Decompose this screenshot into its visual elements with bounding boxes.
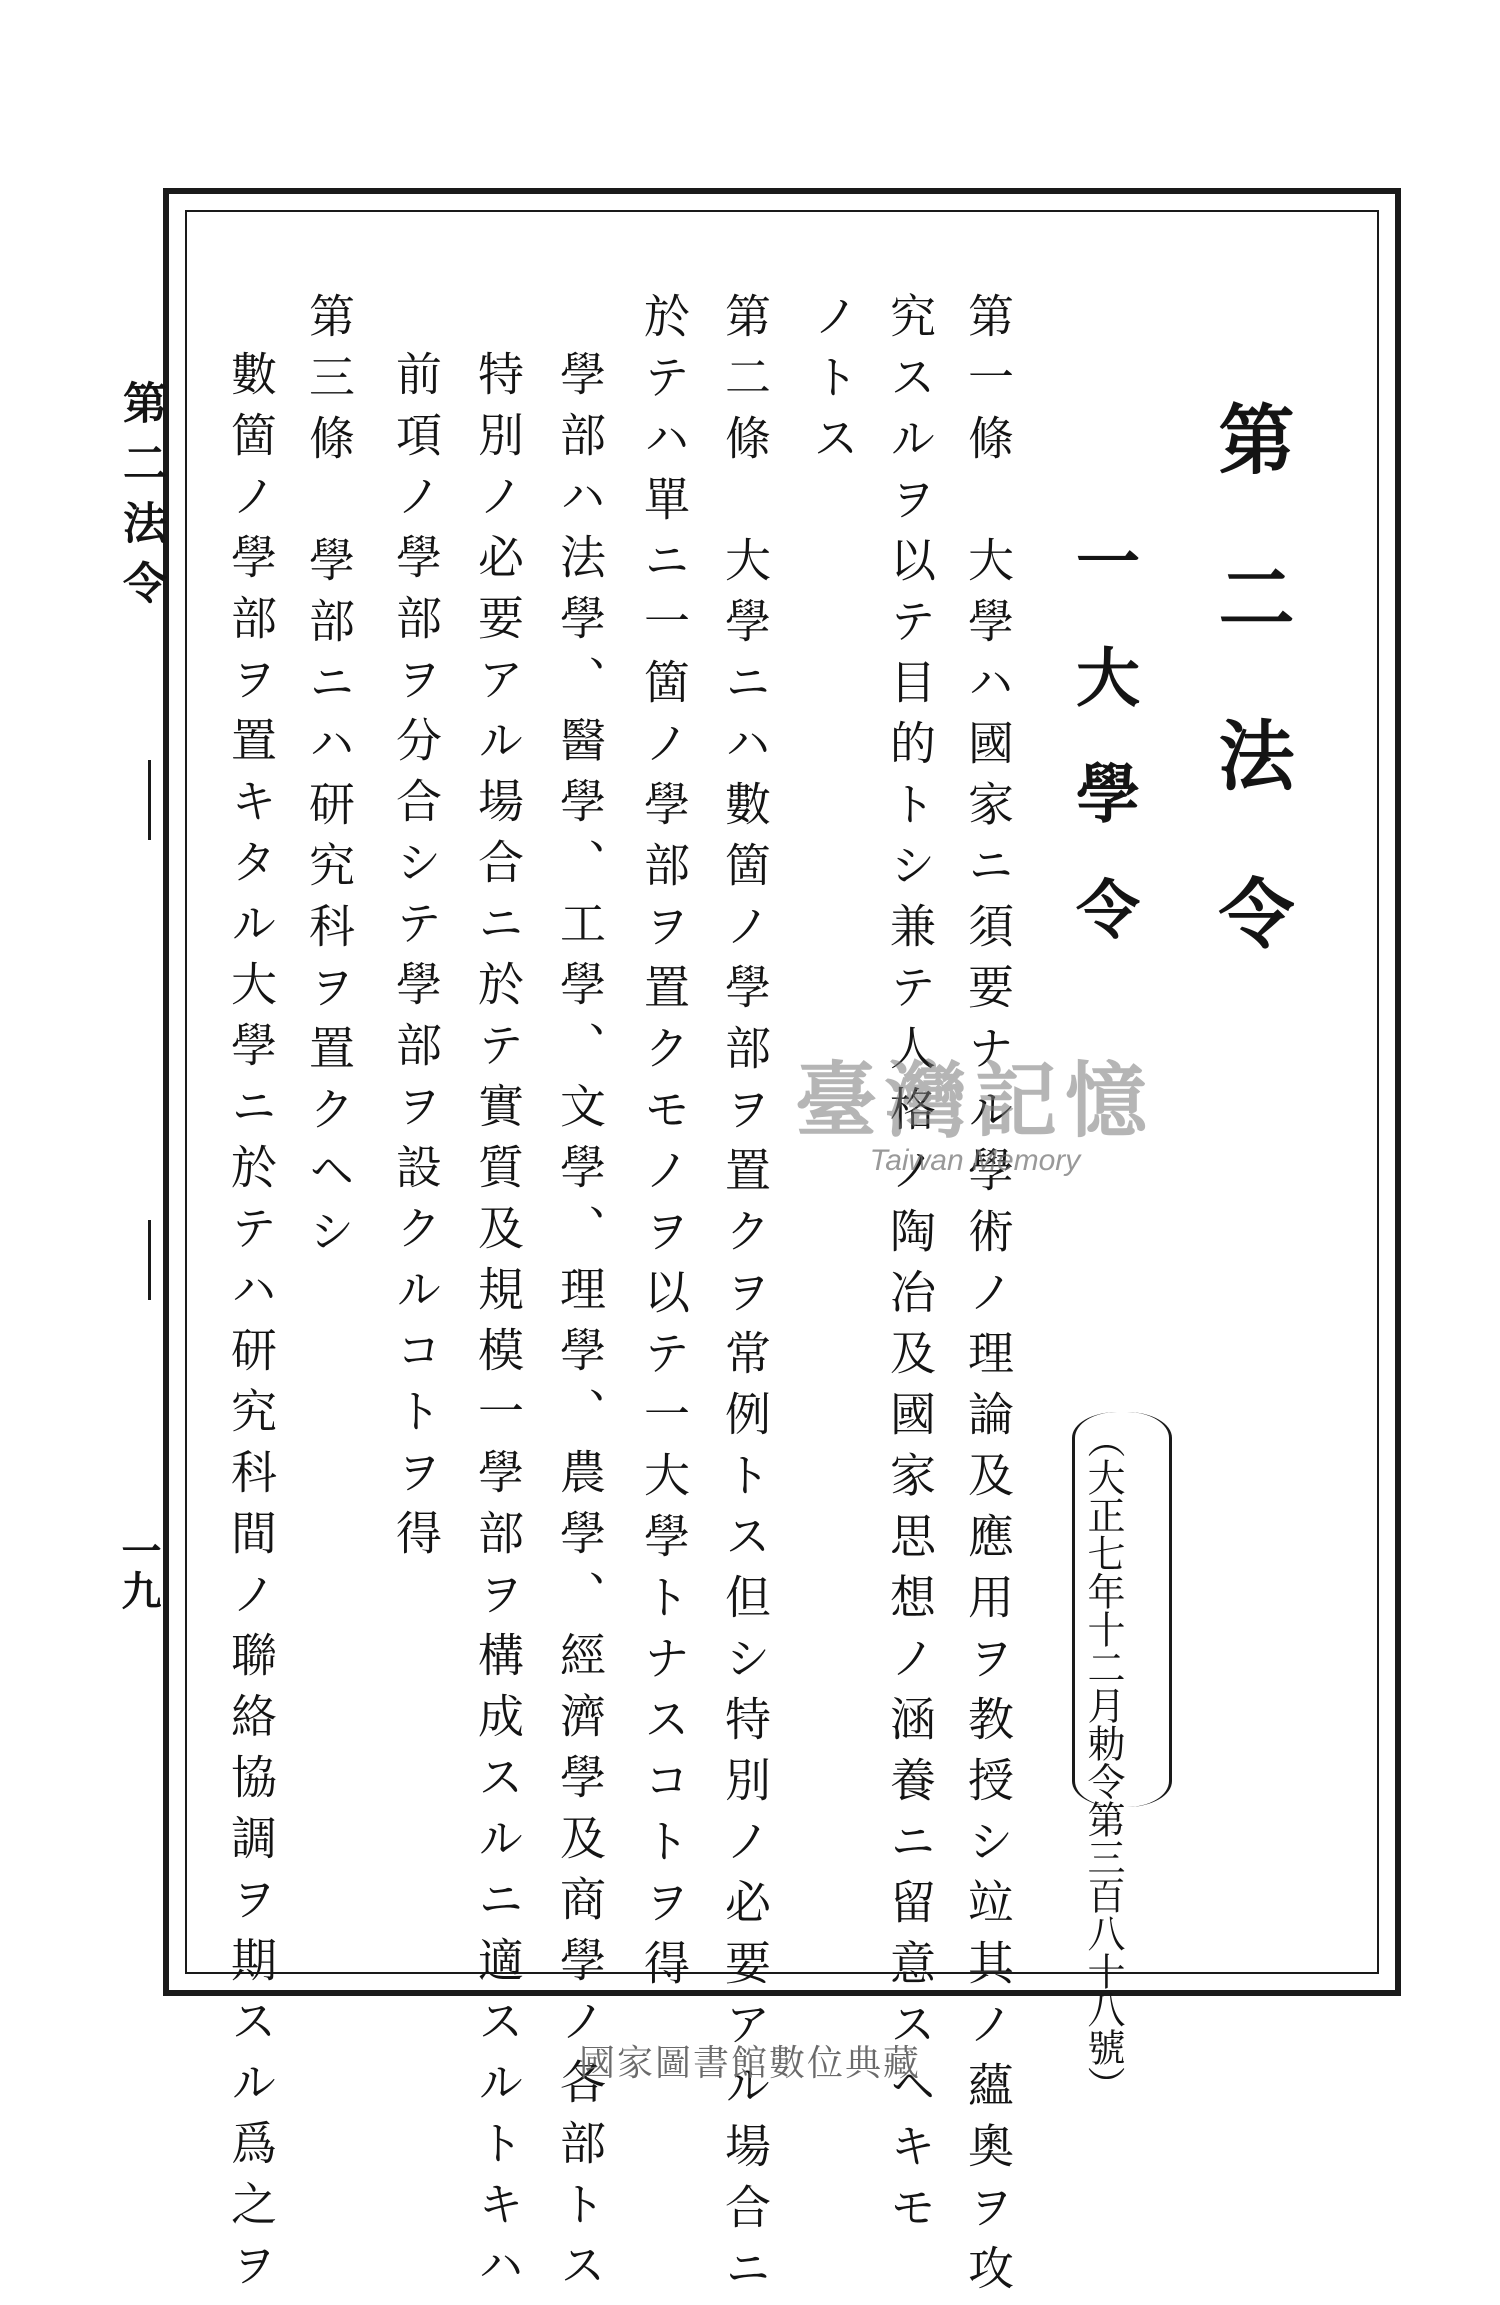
- decree-reference: [1081, 1420, 1126, 2104]
- margin-dash-middle: [148, 1220, 151, 1300]
- watermark-sub: Taiwan Memory: [869, 1144, 1081, 1177]
- body-column-6: 學部ハ法學、醫學、工學、文學、理學、農學、經濟學及商學ノ各部トス: [553, 350, 607, 2302]
- running-head: 第二法令: [115, 380, 166, 620]
- body-column-7: 特別ノ必要アル場合ニ於テ實質及規模一學部ヲ構成スルニ適スルトキハ: [471, 350, 525, 2302]
- page-number: 一九: [115, 1530, 162, 1610]
- body-column-3: ノトス: [806, 292, 860, 475]
- body-column-10: 數箇ノ學部ヲ置キタル大學ニ於テハ研究科間ノ聯絡協調ヲ期スル爲之ヲ: [224, 350, 278, 2302]
- watermark: [745, 1053, 1205, 1178]
- body-column-5: 於テハ單ニ一箇ノ學部ヲ置クモノヲ以テ一大學トナスコトヲ得: [637, 292, 691, 2000]
- library-footer: 國家圖書館數位典藏: [578, 2043, 921, 2084]
- body-column-9: 第三條 學部ニハ研究科ヲ置クヘシ: [302, 292, 356, 1268]
- body-column-1: 第一條 大學ハ國家ニ須要ナル學術ノ理論及應用ヲ教授シ竝其ノ蘊奧ヲ攻: [961, 292, 1015, 2305]
- body-column-8: 前項ノ學部ヲ分合シテ學部ヲ設クルコトヲ得: [389, 350, 443, 1570]
- body-column-2: 究スルヲ以テ目的トシ兼テ人格ノ陶冶及國家思想ノ涵養ニ留意スヘキモ: [883, 292, 937, 2244]
- chapter-heading: 第二法令: [1206, 400, 1295, 1032]
- decree-line-2: 勅令第三百八十八號）: [1081, 1724, 1126, 2104]
- decree-line-1: （大正七年十二月: [1081, 1420, 1126, 1724]
- margin-dash-upper: [148, 760, 151, 840]
- watermark-main: 臺灣記憶: [794, 1053, 1155, 1149]
- section-title: 一大學令: [1065, 528, 1140, 992]
- body-column-4: 第二條 大學ニハ數箇ノ學部ヲ置クヲ常例トス但シ特別ノ必要アル場合ニ: [718, 292, 772, 2305]
